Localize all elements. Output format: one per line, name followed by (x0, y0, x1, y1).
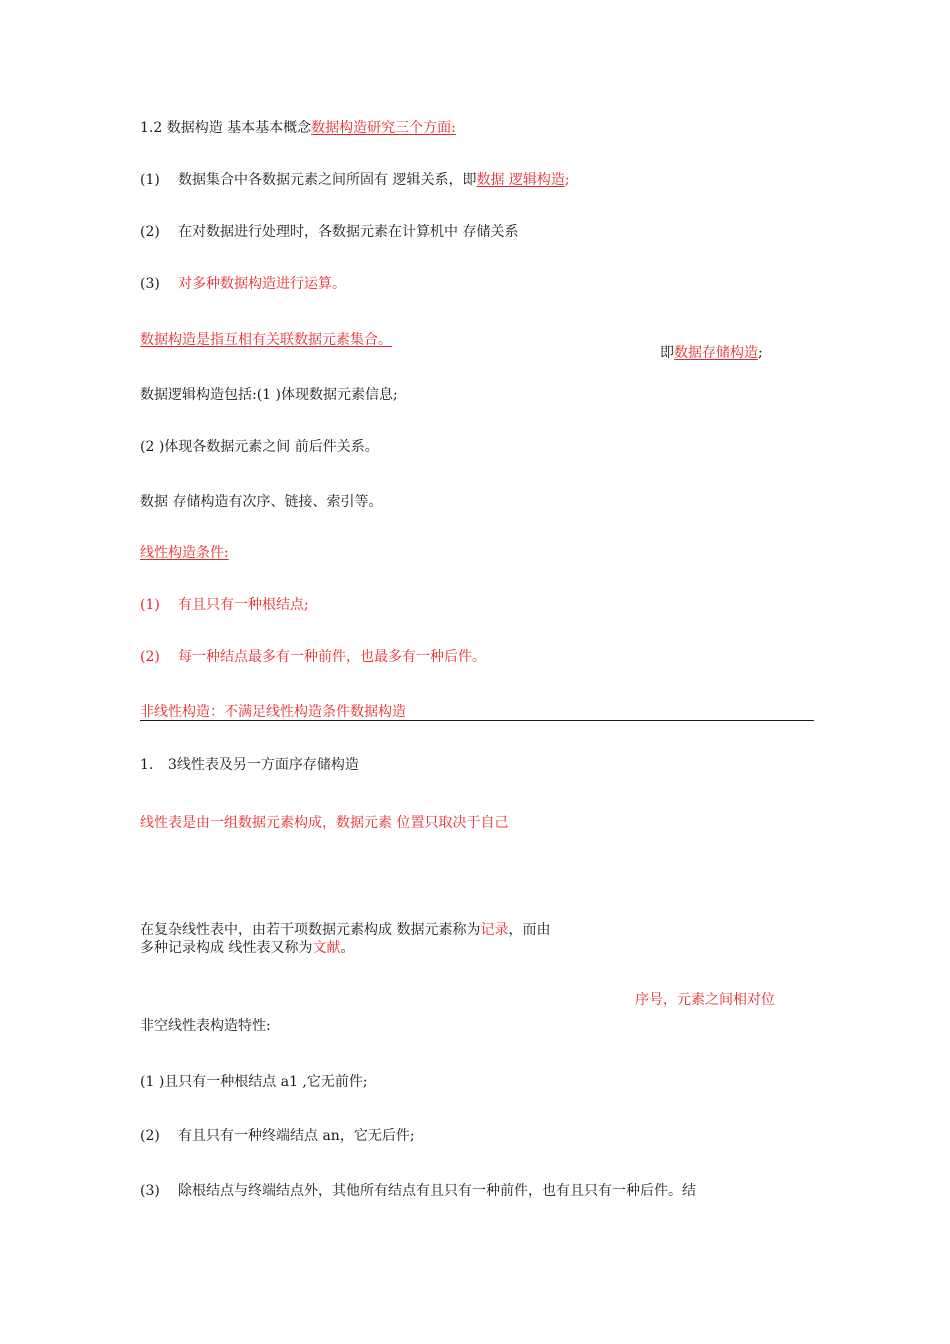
linear-structure-title: 线性构造条件: (140, 545, 229, 561)
aspect-number: (1) (140, 172, 160, 188)
aspect-number: (2) (140, 224, 160, 240)
property-number: (3) (140, 1183, 160, 1199)
condition-number: (2) (140, 649, 160, 665)
complex-text-a: 多种记录构成 线性表又称为 (140, 940, 313, 956)
section-1-3-number: 1. (140, 757, 154, 773)
property-text: 除根结点与终端结点外，其他所有结点有且只有一种前件，也有且只有一种后件。结 (178, 1183, 696, 1199)
logic-structure-term: 数据 逻辑构造 (476, 172, 565, 188)
complex-text-b: ，而由 (508, 922, 551, 938)
linear-condition-1 (140, 596, 309, 614)
condition-text: 有且只有一种根结点; (178, 597, 309, 613)
nonlinear-structure-definition: 非线性构造：不满足线性构造条件数据构造 (140, 704, 406, 720)
condition-text: 每一种结点最多有一种前件，也最多有一种后件。 (178, 649, 486, 665)
complex-list-line-2 (140, 939, 354, 957)
storage-structure-types: 数据 存储构造有次序、链接、索引等。 (140, 494, 383, 510)
section-1-3-title: 3线性表及另一方面序存储构造 (168, 757, 359, 773)
nonlinear-underline-divider (140, 720, 814, 721)
aspect-tail: ; (564, 172, 570, 188)
record-term: 记录 (480, 922, 509, 938)
aspect-item-1 (140, 171, 570, 189)
aspect-item-3 (140, 275, 346, 293)
complex-text-b: 。 (340, 940, 355, 956)
section-1-3-heading (140, 756, 359, 774)
document-term: 文献 (312, 940, 341, 956)
condition-number: (1) (140, 597, 160, 613)
storage-note-lead: 即 (660, 345, 674, 361)
nonempty-list-title: 非空线性表构造特性: (140, 1018, 271, 1034)
complex-list-line-1 (140, 921, 550, 939)
aspect-text: 对多种数据构造进行运算。 (178, 276, 346, 292)
nonempty-property-2 (140, 1127, 415, 1145)
section-1-2-heading (140, 119, 456, 137)
logic-structure-line-2: (2 )体现各数据元素之间 前后件关系。 (140, 439, 379, 455)
aspect-number: (3) (140, 276, 160, 292)
section-1-2-lead: 1.2 数据构造 基本基本概念 (140, 120, 312, 136)
storage-note-tail: ; (758, 345, 763, 361)
aspect-text: 在对数据进行处理时，各数据元素在计算机中 存储关系 (178, 224, 519, 240)
section-1-2-link: 数据构造研究三个方面: (311, 120, 456, 136)
property-text: 有且只有一种终端结点 an，它无后件; (178, 1128, 415, 1144)
complex-text-a: 在复杂线性表中，由若干项数据元素构成 数据元素称为 (140, 922, 481, 938)
property-number: (1 ) (140, 1074, 165, 1090)
logic-structure-line-1: 数据逻辑构造包括:(1 )体现数据元素信息; (140, 387, 398, 403)
data-structure-definition: 数据构造是指互相有关联数据元素集合。 (140, 332, 392, 348)
sequence-position-note: 序号，元素之间相对位 (635, 992, 775, 1008)
nonempty-property-3 (140, 1182, 696, 1200)
storage-structure-note (660, 344, 763, 362)
property-text: 且只有一种根结点 a1 ,它无前件; (164, 1074, 368, 1090)
aspect-text: 数据集合中各数据元素之间所固有 逻辑关系，即 (178, 172, 477, 188)
aspect-item-2 (140, 223, 518, 241)
linear-condition-2 (140, 648, 486, 666)
property-number: (2) (140, 1128, 160, 1144)
linear-list-definition: 线性表是由一组数据元素构成，数据元素 位置只取决于自己 (140, 815, 509, 831)
storage-structure-term: 数据存储构造 (674, 345, 758, 361)
nonempty-property-1 (140, 1073, 368, 1091)
